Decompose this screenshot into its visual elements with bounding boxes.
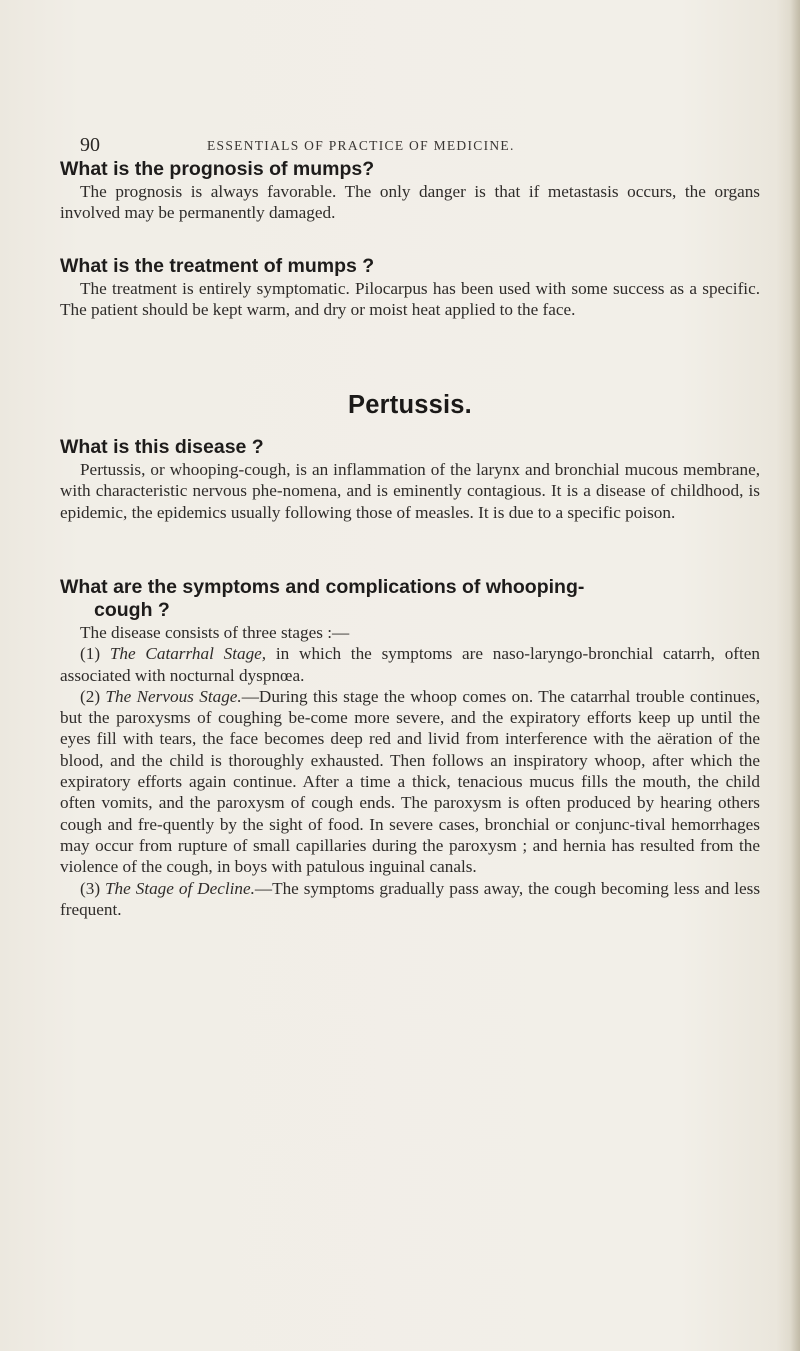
stage-3-name: The Stage of Decline. xyxy=(105,878,255,898)
page-edge-shadow xyxy=(790,0,800,1351)
pertussis-disease-section xyxy=(60,436,760,523)
running-head-title: ESSENTIALS OF PRACTICE OF MEDICINE. xyxy=(207,138,515,153)
question-heading: What is the prognosis of mumps? xyxy=(60,158,375,180)
stage-2-number: (2) xyxy=(80,686,101,706)
question-heading xyxy=(60,576,760,622)
stage-3-text: —The symptoms gradually pass away, the cough becoming less and less frequent. xyxy=(60,878,761,919)
page-number: 90 xyxy=(80,134,100,156)
stage-1-text: in which the symptoms are naso-laryngo-bronchial catarrh, often associated with nocturnal dyspnœa. xyxy=(60,644,761,685)
stage-3-paragraph xyxy=(60,878,760,921)
stage-1-number: (1) xyxy=(80,644,101,664)
mumps-prognosis-section xyxy=(60,158,760,224)
question-heading: What is this disease ? xyxy=(60,436,264,458)
section-title: Pertussis. xyxy=(348,391,472,419)
stage-2-paragraph xyxy=(60,686,760,878)
pertussis-symptoms-section xyxy=(60,576,760,920)
question-heading: What is the treatment of mumps ? xyxy=(60,255,375,277)
mumps-treatment-section xyxy=(60,255,760,321)
stages-intro: The disease consists of three stages :— xyxy=(80,623,350,642)
answer-paragraph: Pertussis, or whooping-cough, is an inflammation of the larynx and bronchial mucous membrane, with characteristic nervous phe-nomena, and is eminently contagious. It is a disease of childhood, is epidemic, the epidemics usually following those of measles. It is due to a specific poison. xyxy=(60,460,760,522)
answer-paragraph: The prognosis is always favorable. The only danger is that if metastasis occurs, the organs involved may be permanently damaged. xyxy=(60,182,760,223)
answer-paragraph: The treatment is entirely symptomatic. Pilocarpus has been used with some success as a specific. The patient should be kept warm, and dry or moist heat applied to the face. xyxy=(60,279,760,320)
stage-2-name: The Nervous Stage. xyxy=(105,686,242,706)
question-line-1: What are the symptoms and complications of whooping- xyxy=(60,576,585,598)
stage-1-paragraph xyxy=(60,643,760,686)
question-line-2: cough ? xyxy=(94,599,170,621)
stage-1-name: The Catarrhal Stage, xyxy=(109,644,267,664)
stage-3-number: (3) xyxy=(80,878,101,898)
stage-2-text: —During this stage the whoop comes on. The catarrhal trouble continues, but the paroxysms of coughing be-come more severe, and the expiratory efforts keep up until the eyes fill with tears, the face becomes deep red and livid from interference with the aëration of the blood, and the child is thoroughly exhausted. Then follows an inspiratory whoop, after which the expiratory efforts again continue. After a time a thick, tenacious mucus fills the mouth, the child often vomits, and the paroxysm of cough ends. The paroxysm is often produced by hearing others cough and fre-quently by the sight of food. In severe cases, bronchial or conjunc-tival hemorrhages may occur from rupture of small capillaries during the paroxysm ; and hernia has resulted from the violence of the cough, in boys with patulous inguinal canals. xyxy=(60,686,760,877)
